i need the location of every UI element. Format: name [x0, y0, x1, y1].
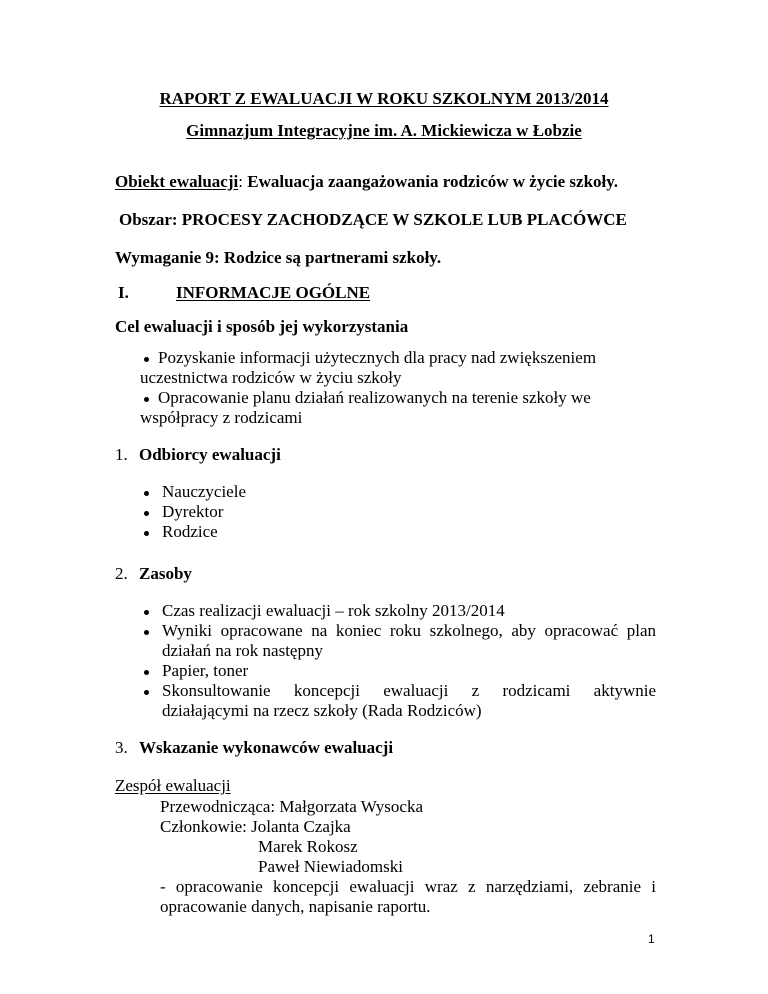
bullet-icon — [144, 670, 149, 675]
recipient-item: Nauczyciele — [162, 482, 246, 501]
resource-item-3: Papier, toner — [162, 661, 249, 680]
evaluation-requirement: Wymaganie 9: Rodzice są partnerami szkoły. — [115, 248, 442, 267]
bullet-icon — [144, 397, 149, 402]
section-title: INFORMACJE OGÓLNE — [176, 283, 371, 302]
goal-item-2-line-2: współpracy z rodzicami — [140, 408, 303, 427]
goal-item-2-line-1: Opracowanie planu działań realizowanych na terenie szkoły we — [158, 388, 591, 407]
evaluation-object-text: Ewaluacja zaangażowania rodziców w życie szkoły. — [242, 172, 619, 191]
team-label: Zespół ewaluacji — [115, 776, 231, 795]
resources-heading: Zasoby — [139, 564, 192, 583]
bullet-icon — [144, 531, 149, 536]
bullet-icon — [144, 357, 149, 362]
bullet-icon — [144, 690, 149, 695]
bullet-icon — [144, 610, 149, 615]
page-number: 1 — [648, 932, 655, 946]
resource-item-4-line-1: Skonsultowanie koncepcji ewaluacji z rodzicami aktywnie — [162, 681, 656, 700]
executors-number: 3. — [115, 738, 128, 757]
resource-item-1: Czas realizacji ewaluacji – rok szkolny 2013/2014 — [162, 601, 505, 620]
recipient-item: Dyrektor — [162, 502, 224, 521]
recipient-item: Rodzice — [162, 522, 218, 541]
evaluation-object — [115, 172, 618, 192]
goal-heading: Cel ewaluacji i sposób jej wykorzystania — [115, 317, 409, 336]
recipients-heading: Odbiorcy ewaluacji — [139, 445, 281, 464]
goal-item-1-line-1: Pozyskanie informacji użytecznych dla pracy nad zwiększeniem — [158, 348, 597, 367]
team-member: Marek Rokosz — [258, 837, 358, 856]
resource-item-4-line-2: działającymi na rzecz szkoły (Rada Rodziców) — [162, 701, 482, 720]
team-members-label: Członkowie: Jolanta Czajka — [160, 817, 351, 836]
evaluation-object-colon: : — [238, 172, 243, 191]
resources-number: 2. — [115, 564, 128, 583]
team-member: Paweł Niewiadomski — [258, 857, 403, 876]
goal-item-1-line-2: uczestnictwa rodziców w życiu szkoły — [140, 368, 402, 387]
evaluation-area: Obszar: PROCESY ZACHODZĄCE W SZKOLE LUB PLACÓWCE — [119, 210, 627, 229]
recipients-number: 1. — [115, 445, 128, 464]
bullet-icon — [144, 511, 149, 516]
resource-item-2-line-2: działań na rok następny — [162, 641, 323, 660]
page-title: RAPORT Z EWALUACJI W ROKU SZKOLNYM 2013/2014 — [159, 89, 609, 108]
bullet-icon — [144, 630, 149, 635]
executors-heading: Wskazanie wykonawców ewaluacji — [139, 738, 394, 757]
evaluation-object-label: Obiekt ewaluacji — [115, 172, 239, 191]
resource-item-2-line-1: Wyniki opracowane na koniec roku szkolnego, aby opracować plan — [162, 621, 656, 640]
bullet-icon — [144, 491, 149, 496]
school-name: Gimnazjum Integracyjne im. A. Mickiewicza w Łobzie — [186, 121, 582, 140]
section-number: I. — [118, 283, 129, 302]
team-tasks-line-2: opracowanie danych, napisanie raportu. — [160, 897, 431, 916]
team-tasks-line-1: - opracowanie koncepcji ewaluacji wraz z narzędziami, zebranie i — [160, 877, 656, 896]
team-chair: Przewodnicząca: Małgorzata Wysocka — [160, 797, 423, 816]
